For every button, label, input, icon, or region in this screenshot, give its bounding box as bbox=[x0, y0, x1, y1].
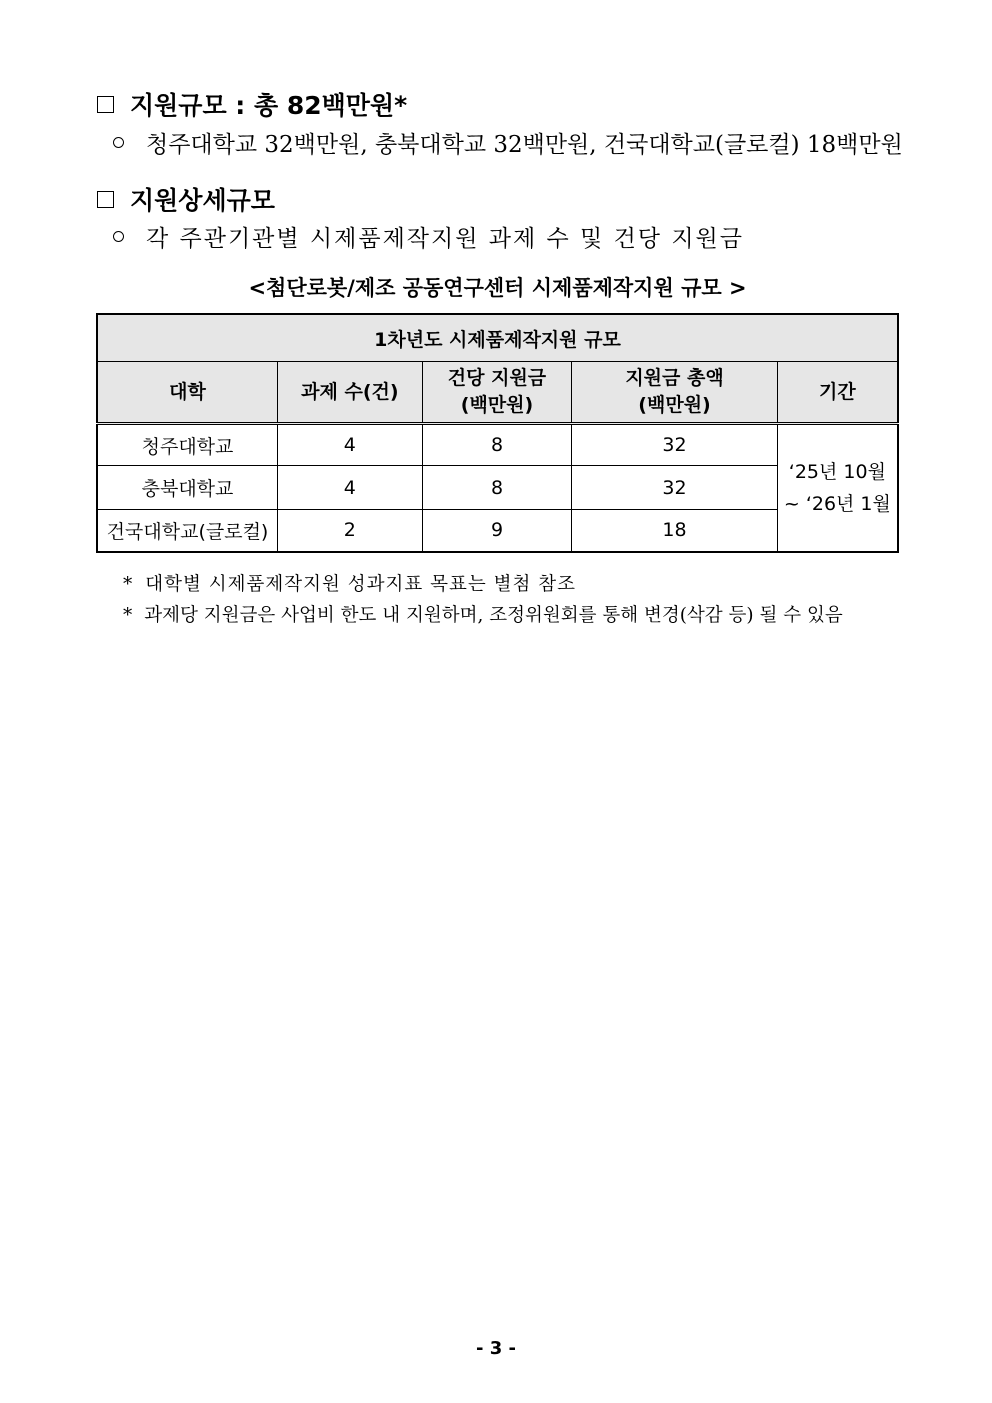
bullet-text: 청주대학교 32백만원, 충북대학교 32백만원, 건국대학교(글로컬) 18백만원 bbox=[146, 132, 903, 158]
header-per-task-line1: 건당 지원금 bbox=[447, 367, 547, 389]
header-total bbox=[572, 362, 777, 424]
header-total-line1: 지원금 총액 bbox=[625, 367, 724, 389]
period-line1: ‘25년 10월 bbox=[788, 460, 886, 483]
cell-tasks: 4 bbox=[278, 424, 423, 466]
checkbox-square-icon bbox=[97, 96, 114, 113]
table-header-row bbox=[97, 362, 898, 424]
footnote-text: 과제당 지원금은 사업비 한도 내 지원하며, 조정위원회를 통해 변경(삭감 등) 될 수 있음 bbox=[144, 605, 843, 626]
table-caption: <첨단로봇/제조 공동연구센터 시제품제작지원 규모 > bbox=[248, 276, 747, 300]
header-per-task bbox=[422, 362, 572, 424]
checkbox-square-icon bbox=[97, 191, 114, 208]
cell-university: 청주대학교 bbox=[97, 424, 278, 466]
bullet-text: 각 주관기관별 시제품제작지원 과제 수 및 건당 지원금 bbox=[146, 226, 744, 252]
footnote-marker: * bbox=[123, 574, 134, 595]
header-tasks: 과제 수(건) bbox=[278, 362, 423, 424]
footnote bbox=[123, 601, 843, 627]
cell-university: 건국대학교(글로컬) bbox=[97, 510, 278, 552]
section-heading-text: 지원규모 : 총 82백만원* bbox=[130, 91, 408, 120]
footnote-text: 대학별 시제품제작지원 성과지표 목표는 별첨 참조 bbox=[145, 574, 576, 595]
header-period: 기간 bbox=[777, 362, 898, 424]
bullet-support-summary bbox=[113, 126, 903, 159]
footnote bbox=[123, 570, 576, 596]
footnote-marker: * bbox=[123, 605, 133, 626]
cell-university: 충북대학교 bbox=[97, 466, 278, 510]
header-university: 대학 bbox=[97, 362, 278, 424]
cell-per-task: 8 bbox=[422, 424, 572, 466]
cell-tasks: 2 bbox=[278, 510, 423, 552]
support-scale-table bbox=[96, 313, 899, 553]
circle-bullet-icon bbox=[113, 137, 124, 148]
bullet-detail-summary bbox=[113, 220, 744, 253]
cell-total: 32 bbox=[572, 466, 777, 510]
page-number: - 3 - bbox=[476, 1338, 516, 1359]
cell-per-task: 9 bbox=[422, 510, 572, 552]
table-title-row bbox=[97, 314, 898, 362]
cell-per-task: 8 bbox=[422, 466, 572, 510]
table-row bbox=[97, 424, 898, 466]
section-heading-text: 지원상세규모 bbox=[130, 186, 275, 215]
section-heading-detail-scale bbox=[97, 181, 275, 217]
header-per-task-line2: (백만원) bbox=[460, 394, 534, 416]
section-heading-support-scale bbox=[97, 86, 407, 122]
cell-total: 18 bbox=[572, 510, 777, 552]
header-total-line2: (백만원) bbox=[638, 394, 711, 416]
cell-tasks: 4 bbox=[278, 466, 423, 510]
circle-bullet-icon bbox=[113, 231, 124, 242]
cell-total: 32 bbox=[572, 424, 777, 466]
table-title: 1차년도 시제품제작지원 규모 bbox=[97, 314, 898, 362]
cell-period bbox=[777, 424, 898, 552]
period-line2: ~ ‘26년 1월 bbox=[783, 492, 891, 515]
